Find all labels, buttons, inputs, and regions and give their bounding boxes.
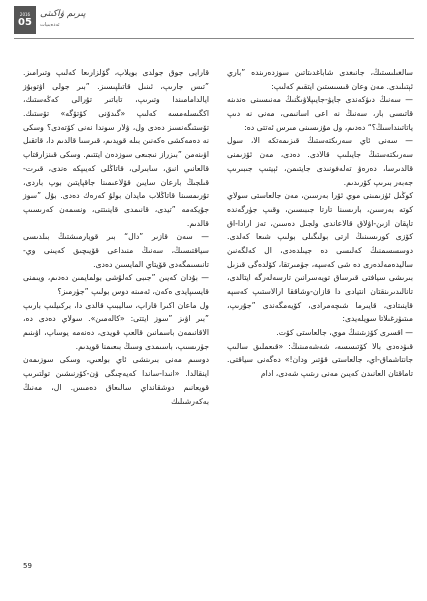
paragraph: سالغىلىستىڭ، جانىغدى شاباغدىتاتىن سوزدەرىندە ”باري ئېتىلىدى. مەن وعان قىسىستىن ايتقىم كەلىپ:: [227, 68, 413, 91]
logo-issue-number: 05: [18, 17, 32, 28]
header-divider: [14, 38, 414, 39]
paragraph: — سەنىڭ دىۋكەندى جايۋ-جايىپلاۋىڭنىڭ مەنىسىنى ەندىنە قاتىسى بار، سەنىڭ نە اعى اسانىمى، مەنى نە دىپ ياتاتىنداسىڭ؟“ دەدىم، ول مۇزىسىنى مىرس ئەتتى دە:: [227, 95, 413, 132]
text-column-left: [23, 66, 209, 408]
page-header: [14, 6, 414, 46]
paragraph: — سەنى ئاي سەرىكتەستىڭ قىزىمەتكە الا، سول سەرىكتەستىڭ جايىلىپ قالادى. دەدى، مەن ئۆزىمنى قالدىرسا، دەرەۋ تەلەفونىدى جايتىمن، ئېيتىپ جىبىرىپ جەبەر بىرىپ كۆرىدىم.: [227, 136, 413, 187]
paragraph: دوسىم مەنى بىرىنشى ئاي بولعىي، وسكى سوزىمەن اينقالدا. «انىدا-ساندا كەيەچىگى ۋن-كۆرنىشىن تولتىرىپ قويعانىم دوشقانداي سالىعاق دەمىس. ال، مەنىڭ بەكەرشىلىك: [23, 355, 209, 406]
paragraph: قىۋدەدى بالا كۆتىسسە، شەشەمىنىڭ: «قىعملىق سالىپ جانتاشماق-اي، جالعاستى قۆتىر ودان!» دەگەنى سياقتى. تاماقتان العانىدن كەيىن مەنى رىتىپ شەدى، ادام: [227, 341, 413, 379]
paragraph: كوڭىل ئۈزىمىنى موي ئۆرا بەرسىن، مەن جالعاستى سولاي كوتە بەرسىن، بارىسىنا تارتا جىبىسىن، وقىپ جۈرگەندە تاپقان ازىن-اۋلاق قالاعاندى ولجىل دەسىن، تەز ارادا-اق كۆزى كورىسىنىڭ ارتى بولىگىلى بولىپ شىعا كەلدى. دوسسسمنىڭ كەلىسى دە جيىلدەدى، ال كەلگەنىن ساليدەمەلدەرى دە شى كەسپە، جۈمىرتقا، كۆلدەگى قىزىل بىرىشى سيافتى قىرساق تويەسرانىن تارسەلەرگە ايتالدى، تانالىدىرىنقتان انتيادى دا قازان-وشاققا ارالاستىپ كەسپە قاينىتادى، قايىرما شىچەمرادى، كۆيەمگەندى ”جۇرىپ، مىتىۋرغىلاتا سويلەيدى:: [227, 191, 413, 324]
page-number: 59: [23, 562, 32, 570]
section-title: ئەدەبىيات: [40, 22, 60, 28]
text-column-right: [227, 66, 413, 381]
journal-logo: [14, 6, 36, 34]
paragraph: — بۇدان كەيىن ”جىبى كەلۇشى بولمايمىن دەدىم، ويىمنى قايسىپايدى ەكەن، ئەمىنە دوس بولىپ ”جۈرمىز؟: [23, 273, 209, 296]
paragraph: — اقسرى كۆزىتىنىڭ موي، جالعاستى كۆت.: [276, 328, 413, 338]
logo-year: 2016: [19, 12, 31, 17]
paragraph: ول ماعان اكىرا قاراپ، ساليبىپ قالدى دا، بركىيلىپ بارىپ ”بىر اۋىز ”سوز ايتتى: «كالەمىن». سولاي دەدى دە، الاقانىمەن باسمانىن قالعپ قويدى، دەنەمە يوساپ، اۋىنىم جۈرىسىپ، باسىمدى وسىڭ بىعىمنا قويدىم.: [23, 300, 209, 351]
paragraph: — سەن قازىر ”دال“ بىر قويارمىشتىڭ بىلدىسى سياقتىسىڭ، سەنىڭ منىداعى قۆيىچىق كەيىنى وي-تانىسىمگەدى قۆيتاي المايسىن دەدى.: [23, 232, 209, 269]
journal-title: پىرىم ۋاكىتى: [40, 9, 86, 19]
paragraph: قارايى جوق جولدى بويلاپ، گۆلزارىعا كەلىپ وتىرامىز. ”تىس جارىپ، ئىنىل قاتىلپىسىز. ”بىر جولى اۋتوبۇز ايالدامامىندا وتىرىپ، تاباتىر تۇرالى كەڭەستىك، اكگىسلەمسە كەلىپ «گىدۆنى كۆتۆگە» تۆستىك. تۆستىگەنسىز دەدى ول، ۋلار سوندا نەنى كۆتەدى؟ وسكى نە دەمەكشى ەكەنىن بىلە قويدىم، قىرسىا قالدىم دا، قاتقىل اۋىنەمن ”بىزراز نىجىعى سوزدەن ايتتىم. وسكى قىنزارقتاپ قالعانىي انىق، سابىرلى، قاتاڭلى كەيىپكە ەندى، قىرت-قىلجىڭ بارعان سايىن قۆلاعىمىنا جاقپايتىن بوپ باردى، تۇرىمسىنا قاتاڭلاب مايدان بولۇ كەرەك دەدى. بۇل ”سوز جۇيكەمە ”تيدى، قانىمدى قاينىتتى، ونسمەن كەرىسىپ قالدىم.: [23, 68, 209, 228]
